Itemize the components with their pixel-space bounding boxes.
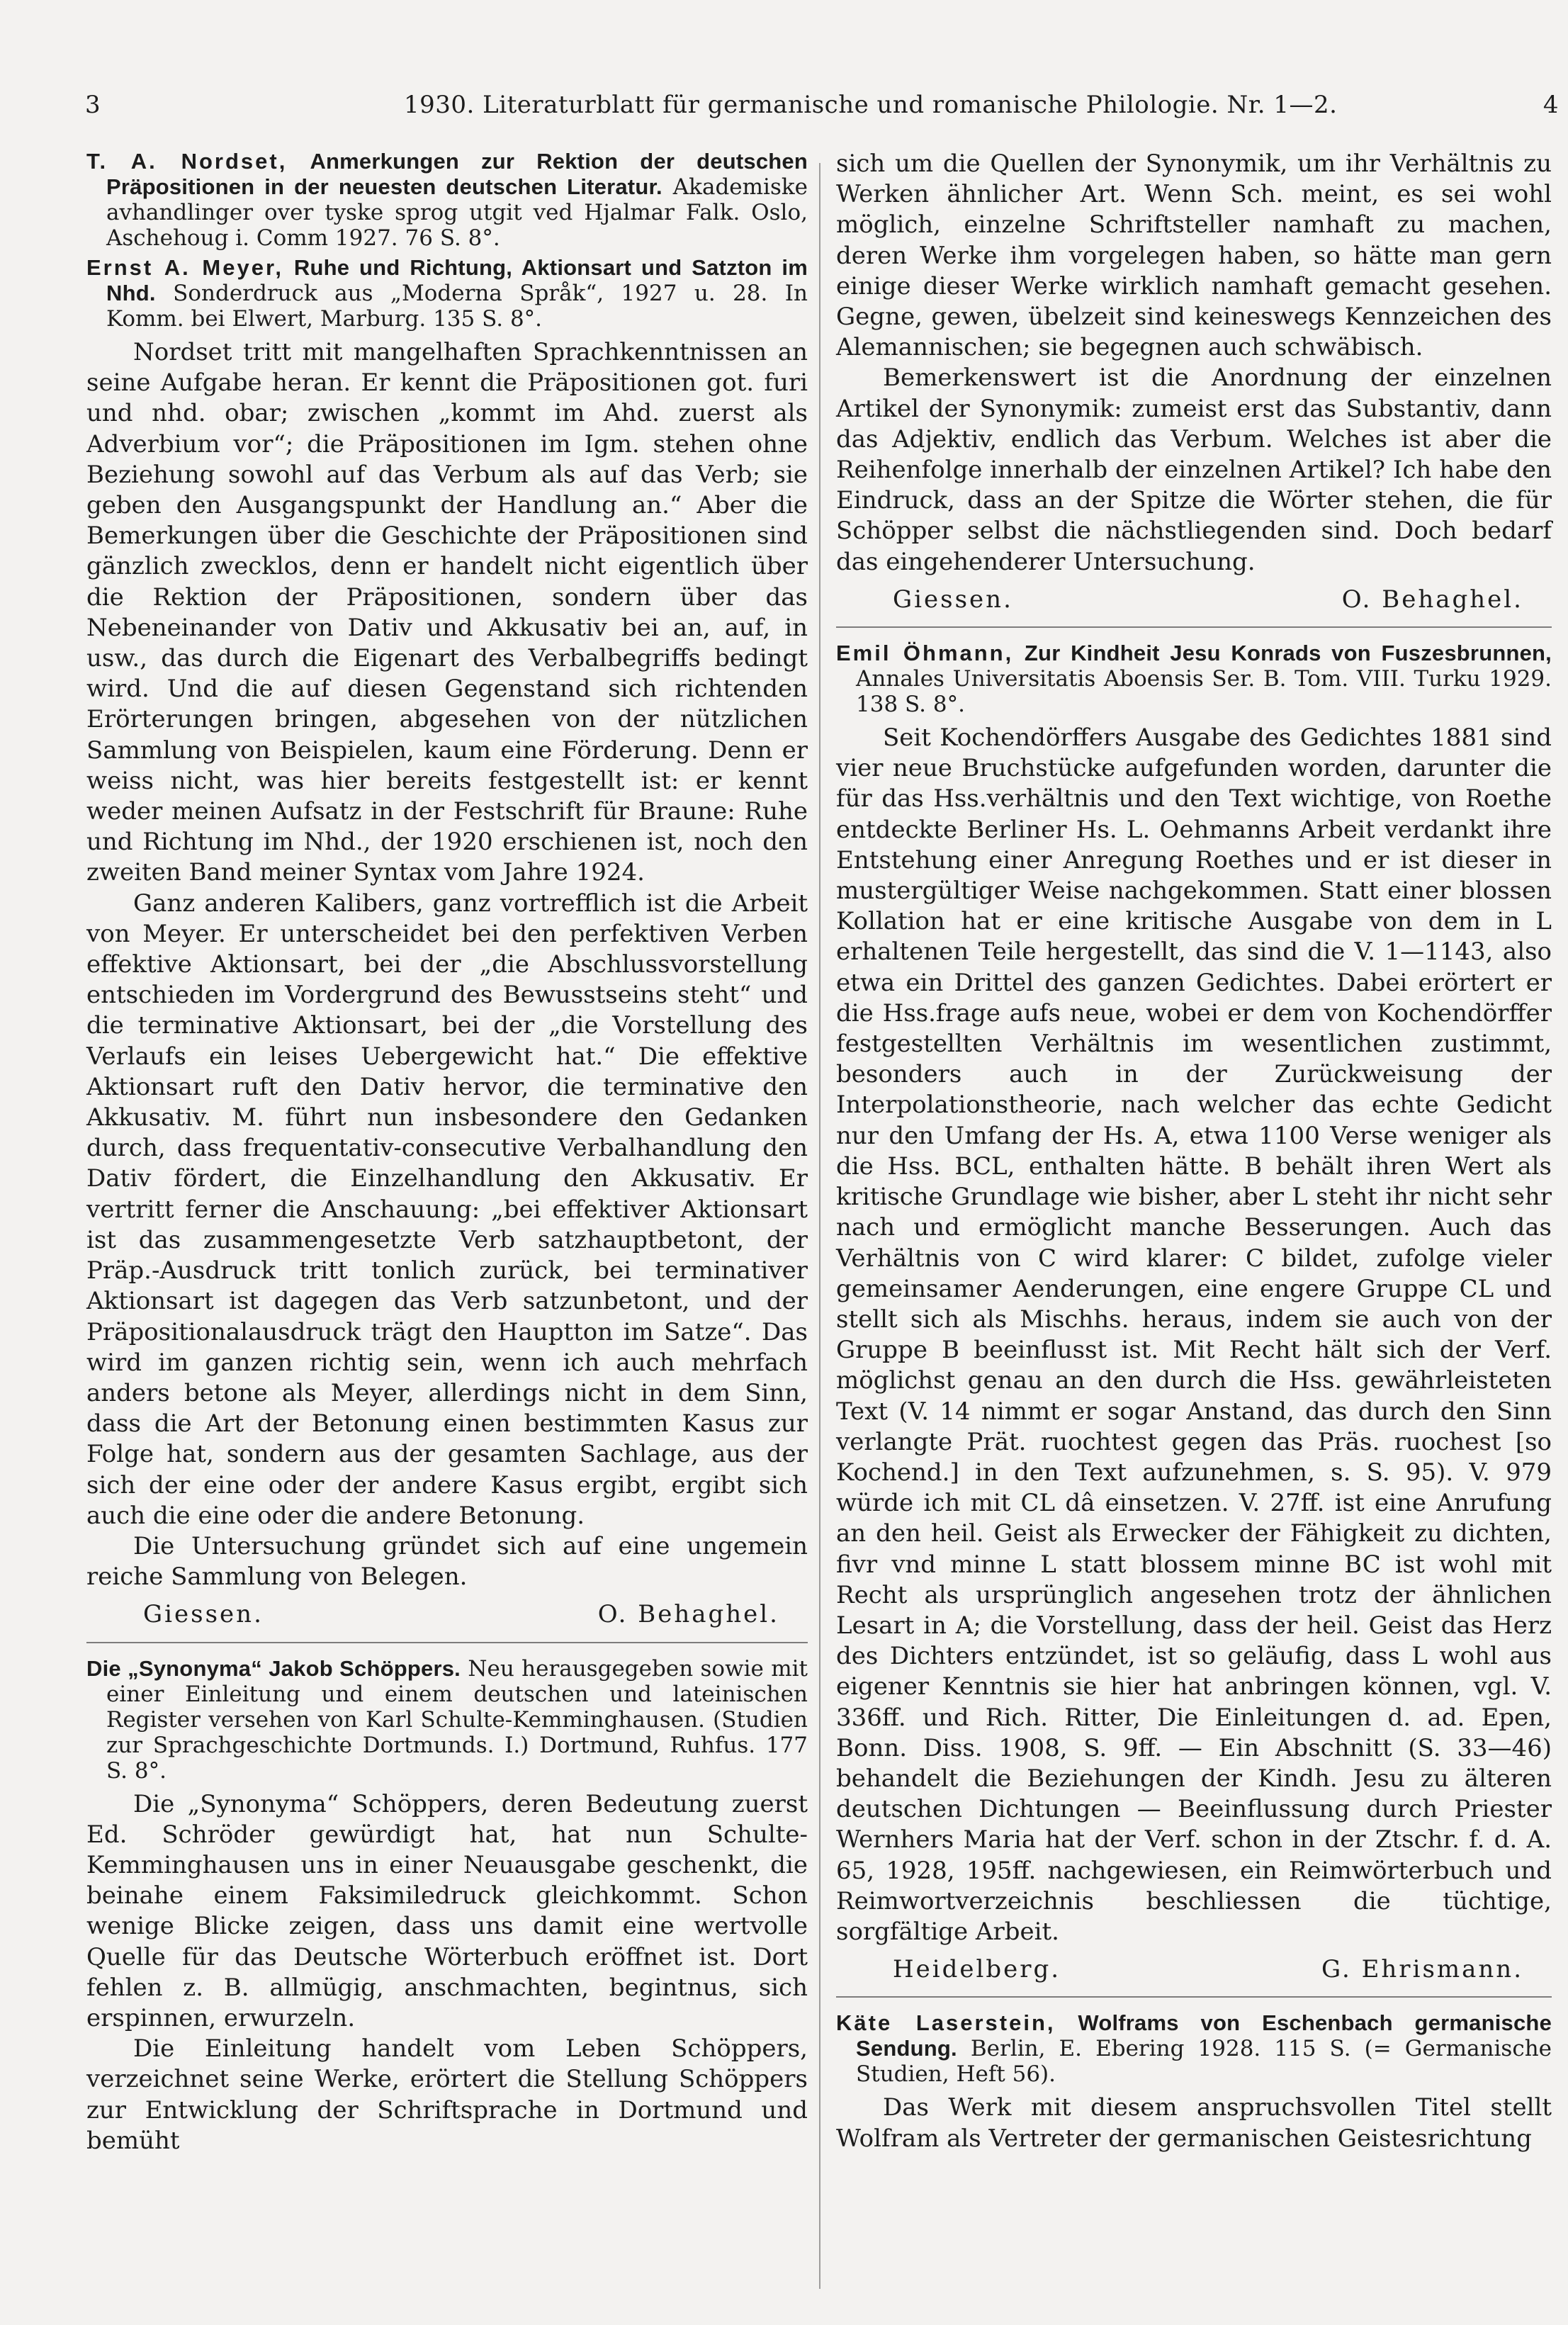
review-paragraph: Die Untersuchung gründet sich auf eine ungemein reiche Sammlung von Belegen.	[86, 1531, 808, 1592]
bib-author: Emil Öhmann,	[836, 641, 1014, 666]
bib-details: Berlin, E. Ebering 1928. 115 S. (= Germanische Studien, Heft 56).	[856, 2036, 1552, 2088]
bib-details: Sonderdruck aus „Moderna Språk“, 1927 u. 28. In Komm. bei Elwert, Marburg. 135 S. 8°.	[106, 281, 808, 332]
bib-title: Anmerkungen zur Rektion der deutschen Präpositionen in der neuesten deutschen Literatur.	[106, 149, 808, 199]
left-column	[86, 149, 808, 2156]
bib-title: Die „Synonyma“ Jakob Schöppers.	[86, 1655, 461, 1681]
signature	[86, 1599, 808, 1630]
bib-details: Neu herausgegeben sowie mit einer Einleitung und einem deutschen und lateinischen Register versehen von Karl Schulte-Kemminghausen. (Studien zur Sprachgeschichte Dortmunds. I.) Dortmund, Ruhfus. 177 S. 8°.	[106, 1655, 808, 1784]
bib-entry-laserstein	[836, 2010, 1552, 2087]
signature-place: Giessen.	[893, 585, 1013, 614]
bib-author: T. A. Nordset,	[86, 149, 288, 174]
bib-title: Zur Kindheit Jesu Konrads von Fuszesbrunnen,	[1024, 641, 1552, 666]
page-number-right: 4	[1542, 91, 1559, 119]
bib-author: Ernst A. Meyer,	[86, 255, 283, 280]
bib-entry-nordset	[86, 149, 808, 251]
signature	[836, 585, 1552, 615]
review-paragraph: sich um die Quellen der Synonymik, um ihr Verhältnis zu Werken ähnlicher Art. Wenn Sch. meint, es sei wohl möglich, einzelne Schriftsteller namhaft zu machen, deren Werke ihm vorgelegen haben, so hätte man gern einige dieser Werke wirklich namhaft gemacht gesehen. Gegne, gewen, übelzeit sind keineswegs Kennzeichen des Alemannischen; sie begegnen auch schwäbisch.	[836, 150, 1552, 362]
bib-title: Ruhe und Richtung, Aktionsart und Satzton im Nhd.	[106, 255, 808, 305]
review-paragraph: Nordset tritt mit mangelhaften Sprachkenntnissen an seine Aufgabe heran. Er kennt die Präpositionen got. furi und nhd. obar; zwischen „kommt im Ahd. zuerst als Adverbium vor“; die Präpositionen im Igm. stehen ohne Beziehung sowohl auf das Verbum als auf das Verb; sie geben den Ausgangspunkt der Handlung an.“ Aber die Bemerkungen über die Geschichte der Präpositionen sind gänzlich zwecklos, denn er handelt nicht eigentlich über die Rektion der Präpositionen, sondern über das Nebeneinander von Dativ und Akkusativ bei an, auf, in usw., das durch die Eigenart des Verbalbegriffs bedingt wird. Und die auf diesen Gegenstand sich richtenden Erörterungen bringen, abgesehen von der nützlichen Sammlung von Beispielen, kaum eine Förderung. Denn er weiss nicht, was hier bereits festgestellt ist: er kennt weder meinen Aufsatz in der Festschrift für Braune: Ruhe und Richtung im Nhd., der 1920 erschienen ist, noch den zweiten Band meiner Syntax vom Jahre 1924.	[86, 338, 808, 887]
journal-title: 1930. Literaturblatt für germanische und romanische Philologie. Nr. 1—2.	[404, 91, 1338, 119]
page-number-left: 3	[85, 91, 101, 119]
section-divider	[86, 1642, 808, 1643]
signature	[836, 1954, 1552, 1985]
signature-place: Giessen.	[143, 1600, 264, 1629]
signature-name: O. Behaghel.	[597, 1600, 779, 1629]
bib-details: Akademiske avhandlinger over tyske sprog utgit ved Hjalmar Falk. Oslo, Aschehoug i. Comm 1927. 76 S. 8°.	[106, 174, 808, 251]
section-divider	[836, 1996, 1552, 1998]
bib-entry-meyer	[86, 255, 808, 332]
review-paragraph: Das Werk mit diesem anspruchsvollen Titel stellt Wolfram als Vertreter der germanischen Geistesrichtung	[836, 2093, 1552, 2153]
signature-name: O. Behaghel.	[1341, 585, 1523, 614]
bib-entry-oehmann	[836, 641, 1552, 717]
signature-place: Heidelberg.	[893, 1955, 1061, 1984]
bib-details: Annales Universitatis Aboensis Ser. B. Tom. VIII. Turku 1929. 138 S. 8°.	[856, 666, 1552, 718]
bib-title: Wolframs von Eschenbach germanische Sendung.	[856, 2010, 1552, 2061]
review-paragraph: Die Einleitung handelt vom Leben Schöppers, verzeichnet seine Werke, erörtert die Stellung Schöppers zur Entwicklung der Schriftsprache in Dortmund und bemüht	[86, 2034, 808, 2155]
section-divider	[836, 626, 1552, 628]
review-paragraph: Ganz anderen Kalibers, ganz vortrefflich ist die Arbeit von Meyer. Er unterscheidet bei den perfektiven Verben effektive Aktionsart, bei der „die Abschlussvorstellung entschieden im Vordergrund des Bewusstseins steht“ und die terminative Aktionsart, bei der „die Vorstellung des Verlaufs ein leises Uebergewicht hat.“ Die effektive Aktionsart ruft den Dativ hervor, die terminative den Akkusativ. M. führt nun insbesondere den Gedanken durch, dass frequentativ-consecutive Verbalhandlung den Dativ fördert, die Einzelhandlung den Akkusativ. Er vertritt ferner die Anschauung: „bei effektiver Aktionsart ist das zusammengesetzte Verb satzhauptbetont, der Präp.-Ausdruck tritt tonlich zurück, bei terminativer Aktionsart ist dagegen das Verb satzunbetont, und der Präpositionalausdruck trägt den Hauptton im Satze“. Das wird im ganzen richtig sein, wenn ich auch mehrfach anders betone als Meyer, allerdings nicht in dem Sinn, dass die Art der Betonung einen bestimmten Kasus zur Folge hat, sondern aus der gesamten Sachlage, aus der sich der eine oder der andere Kasus ergibt, ergibt sich auch die eine oder die andere Betonung.	[86, 889, 808, 1530]
right-column	[836, 149, 1552, 2154]
review-paragraph: Seit Kochendörffers Ausgabe des Gedichtes 1881 sind vier neue Bruchstücke aufgefunden worden, darunter die für das Hss.verhältnis und den Text wichtige, von Roethe entdeckte Berliner Hs. L. Oehmanns Arbeit verdankt ihre Entstehung einer Anregung Roethes und er ist dieser in mustergültiger Weise nachgekommen. Statt einer blossen Kollation hat er eine kritische Ausgabe von dem in L erhaltenen Teile hergestellt, das sind die V. 1—1143, also etwa ein Drittel des ganzen Gedichtes. Dabei erörtert er die Hss.frage aufs neue, wobei er dem von Kochendörffer festgestellten Verhältnis im wesentlichen zustimmt, besonders auch in der Zurückweisung der Interpolationstheorie, nach welcher das echte Gedicht nur den Umfang der Hs. A, etwa 1100 Verse weniger als die Hss. BCL, enthalten hätte. B behält ihren Wert als kritische Grundlage wie bisher, aber L steht ihr nicht sehr nach und ermöglicht manche Besserungen. Auch das Verhältnis von C wird klarer: C bildet, zufolge vieler gemeinsamer Aenderungen, eine engere Gruppe CL und stellt sich als Mischhs. heraus, indem sie auch von der Gruppe B beeinflusst ist. Mit Recht hält sich der Verf. möglichst genau an den durch die Hss. gewährleisteten Text (V. 14 nimmt er sogar Anstand, das durch den Sinn verlangte Prät. ruochtest gegen das Präs. ruochest [so Kochend.] in den Text aufzunehmen, s. S. 95). V. 979 würde ich mit CL dâ einsetzen. V. 27ff. ist eine Anrufung an den heil. Geist als Erwecker der Fähigkeit zu dichten, fivr vnd minne L statt blossem minne BC ist wohl mit Recht als ursprünglich angesehen trotz der ähnlichen Lesart in A; die Vorstellung, dass der heil. Geist das Herz des Dichters entzündet, ist so geläufig, dass L wohl aus eigener Kenntnis sie hier hat anbringen können, vgl. V. 336ff. und Rich. Ritter, Die Einleitungen d. ad. Epen, Bonn. Diss. 1908, S. 9ff. — Ein Abschnitt (S. 33—46) behandelt die Beziehungen der Kindh. Jesu zu älteren deutschen Dichtungen — Beeinflussung durch Priester Wernhers Maria hat der Verf. schon in der Ztschr. f. d. A. 65, 1928, 195ff. nachgewiesen, ein Reimwörterbuch und Reimwortverzeichnis beschliessen die tüchtige, sorgfältige Arbeit.	[836, 724, 1552, 1946]
signature-name: G. Ehrismann.	[1321, 1955, 1523, 1984]
running-header	[85, 84, 1559, 126]
bib-author: Käte Laserstein,	[836, 2010, 1056, 2036]
review-paragraph: Die „Synonyma“ Schöppers, deren Bedeutung zuerst Ed. Schröder gewürdigt hat, hat nun Schulte-Kemminghausen uns in einer Neuausgabe geschenkt, die beinahe einem Faksimiledruck gleichkommt. Schon wenige Blicke zeigen, dass uns damit eine wertvolle Quelle für das Deutsche Wörterbuch eröffnet ist. Dort fehlen z. B. allmügig, anschmachten, begintnus, sich erspinnen, erwurzeln.	[86, 1789, 808, 2032]
review-paragraph: Bemerkenswert ist die Anordnung der einzelnen Artikel der Synonymik: zumeist erst das Substantiv, dann das Adjektiv, endlich das Verbum. Welches ist aber die Reihenfolge innerhalb der einzelnen Artikel? Ich habe den Eindruck, dass an der Spitze die Wörter stehen, die für Schöpper selbst die nächstliegenden sind. Doch bedarf das eingehenderer Untersuchung.	[836, 364, 1552, 576]
bib-entry-schoepper	[86, 1656, 808, 1784]
column-rule	[819, 163, 820, 2289]
